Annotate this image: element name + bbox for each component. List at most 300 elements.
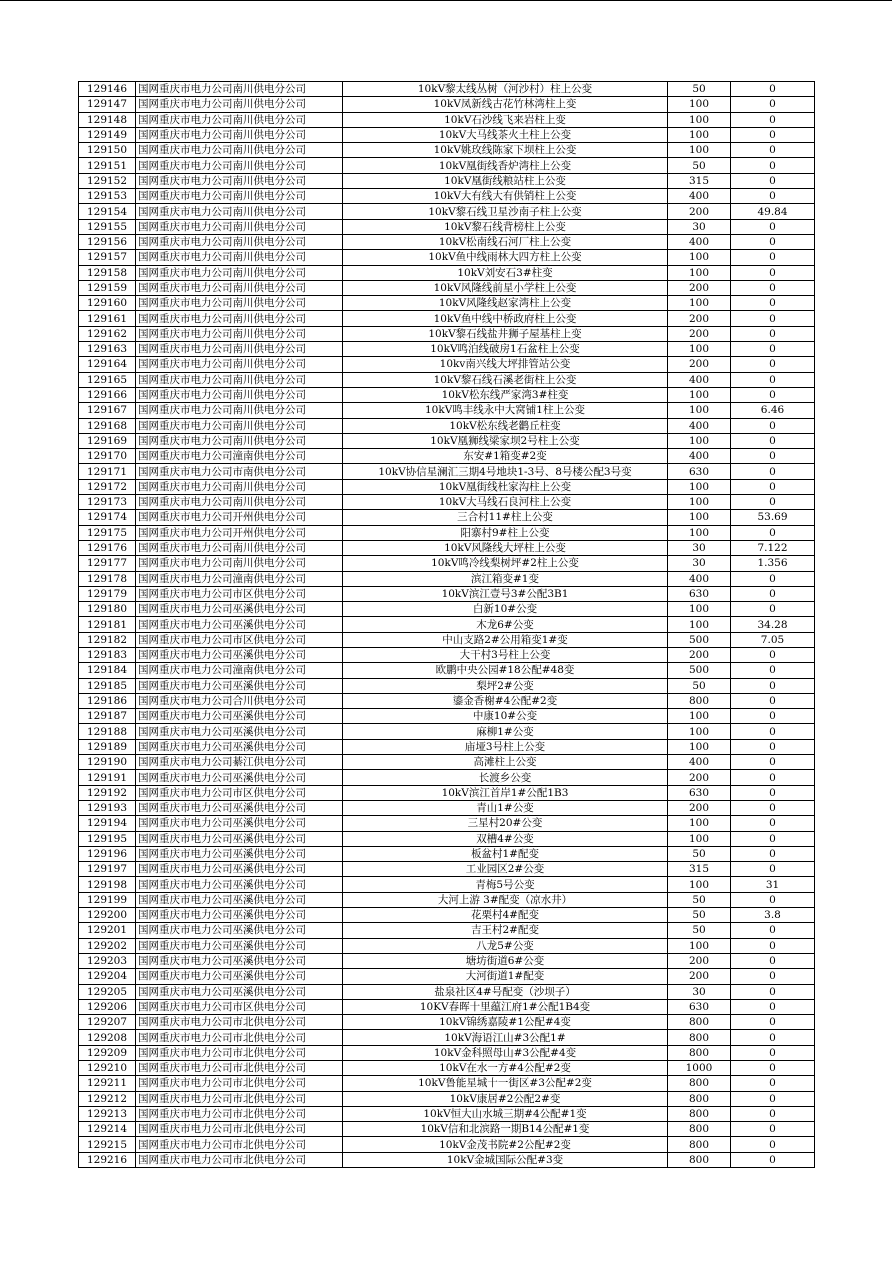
company-cell: 国网重庆市电力公司市北供电分公司: [136, 1091, 343, 1106]
table-row: [79, 556, 815, 571]
value-cell: 0: [731, 342, 815, 357]
transformer-name-cell: 10kV黎石线背榜柱上公变: [343, 219, 668, 234]
record-id-cell: 129169: [79, 433, 136, 448]
value-cell: 0: [731, 1091, 815, 1106]
record-id-cell: 129180: [79, 602, 136, 617]
value-cell: 0: [731, 892, 815, 907]
table-row: [79, 204, 815, 219]
transformer-name-cell: 10kV康居#2公配2#变: [343, 1091, 668, 1106]
value-cell: 0: [731, 984, 815, 999]
record-id-cell: 129204: [79, 969, 136, 984]
record-id-cell: 129191: [79, 770, 136, 785]
transformer-name-cell: 长渡乡公变: [343, 770, 668, 785]
capacity-cell: 30: [668, 540, 731, 555]
capacity-cell: 200: [668, 357, 731, 372]
company-cell: 国网重庆市电力公司市北供电分公司: [136, 1106, 343, 1121]
value-cell: 0: [731, 693, 815, 708]
value-cell: 0: [731, 678, 815, 693]
table-row: [79, 342, 815, 357]
company-cell: 国网重庆市电力公司巫溪供电分公司: [136, 617, 343, 632]
company-cell: 国网重庆市电力公司开州供电分公司: [136, 510, 343, 525]
company-cell: 国网重庆市电力公司巫溪供电分公司: [136, 908, 343, 923]
record-id-cell: 129147: [79, 97, 136, 112]
capacity-cell: 800: [668, 1137, 731, 1152]
capacity-cell: 100: [668, 510, 731, 525]
capacity-cell: 800: [668, 1152, 731, 1167]
record-id-cell: 129190: [79, 755, 136, 770]
value-cell: 0: [731, 158, 815, 173]
table-row: [79, 678, 815, 693]
table-row: [79, 1106, 815, 1121]
transformer-name-cell: 10kV凤新线古花竹林湾柱上变: [343, 97, 668, 112]
capacity-cell: 200: [668, 770, 731, 785]
record-id-cell: 129184: [79, 663, 136, 678]
capacity-cell: 100: [668, 816, 731, 831]
record-id-cell: 129188: [79, 724, 136, 739]
record-id-cell: 129186: [79, 693, 136, 708]
value-cell: 0: [731, 1045, 815, 1060]
transformer-name-cell: 10kV大有线大有供销柱上公变: [343, 189, 668, 204]
transformer-name-cell: 大河上游 3#配变（凉水井）: [343, 892, 668, 907]
record-id-cell: 129160: [79, 296, 136, 311]
value-cell: 0: [731, 663, 815, 678]
record-id-cell: 129182: [79, 632, 136, 647]
table-row: [79, 602, 815, 617]
value-cell: 0: [731, 1061, 815, 1076]
value-cell: 0: [731, 969, 815, 984]
company-cell: 国网重庆市电力公司南川供电分公司: [136, 82, 343, 97]
transformer-name-cell: 10kV锦绣嘉陵#1公配#4变: [343, 1015, 668, 1030]
transformer-name-cell: 三星村20#公变: [343, 816, 668, 831]
capacity-cell: 630: [668, 785, 731, 800]
company-cell: 国网重庆市电力公司巫溪供电分公司: [136, 709, 343, 724]
company-cell: 国网重庆市电力公司潼南供电分公司: [136, 571, 343, 586]
transformer-name-cell: 10kV凰街线香炉湾柱上公变: [343, 158, 668, 173]
company-cell: 国网重庆市电力公司南川供电分公司: [136, 219, 343, 234]
capacity-cell: 100: [668, 617, 731, 632]
company-cell: 国网重庆市电力公司市北供电分公司: [136, 1061, 343, 1076]
company-cell: 国网重庆市电力公司南川供电分公司: [136, 265, 343, 280]
capacity-cell: 100: [668, 709, 731, 724]
table-row: [79, 586, 815, 601]
company-cell: 国网重庆市电力公司巫溪供电分公司: [136, 831, 343, 846]
record-id-cell: 129150: [79, 143, 136, 158]
capacity-cell: 400: [668, 372, 731, 387]
value-cell: 0: [731, 755, 815, 770]
capacity-cell: 100: [668, 433, 731, 448]
company-cell: 国网重庆市电力公司巫溪供电分公司: [136, 953, 343, 968]
company-cell: 国网重庆市电力公司南川供电分公司: [136, 280, 343, 295]
company-cell: 国网重庆市电力公司南川供电分公司: [136, 342, 343, 357]
company-cell: 国网重庆市电力公司南川供电分公司: [136, 127, 343, 142]
table-row: [79, 540, 815, 555]
value-cell: 1.356: [731, 556, 815, 571]
company-cell: 国网重庆市电力公司巫溪供电分公司: [136, 846, 343, 861]
value-cell: 0: [731, 250, 815, 265]
table-row: [79, 234, 815, 249]
record-id-cell: 129152: [79, 173, 136, 188]
capacity-cell: 200: [668, 204, 731, 219]
transformer-name-cell: 10kV姚玫线陈家下坝柱上公变: [343, 143, 668, 158]
table-row: [79, 846, 815, 861]
transformer-name-cell: 塘坊街道6#公变: [343, 953, 668, 968]
capacity-cell: 1000: [668, 1061, 731, 1076]
transformer-name-cell: 10kV金城国际公配#3变: [343, 1152, 668, 1167]
capacity-cell: 50: [668, 846, 731, 861]
company-cell: 国网重庆市电力公司南川供电分公司: [136, 326, 343, 341]
value-cell: 0: [731, 265, 815, 280]
value-cell: 0: [731, 1122, 815, 1137]
value-cell: 0: [731, 143, 815, 158]
capacity-cell: 50: [668, 158, 731, 173]
transformer-name-cell: 10kV滨江首岸1#公配1B3: [343, 785, 668, 800]
transformer-name-cell: 10kV鱼中线中桥政府柱上公变: [343, 311, 668, 326]
record-id-cell: 129164: [79, 357, 136, 372]
value-cell: 0: [731, 1152, 815, 1167]
table-body: [79, 82, 815, 1168]
value-cell: 0: [731, 1030, 815, 1045]
transformer-name-cell: 10kv南兴线大坪排管站公变: [343, 357, 668, 372]
capacity-cell: 800: [668, 1106, 731, 1121]
transformer-name-cell: 青山1#公变: [343, 800, 668, 815]
company-cell: 国网重庆市电力公司巫溪供电分公司: [136, 877, 343, 892]
transformer-name-cell: 10kV鸣泊线破房1石盆柱上公变: [343, 342, 668, 357]
company-cell: 国网重庆市电力公司巫溪供电分公司: [136, 938, 343, 953]
capacity-cell: 100: [668, 112, 731, 127]
value-cell: 34.28: [731, 617, 815, 632]
table-row: [79, 877, 815, 892]
transformer-name-cell: 吉王村2#配变: [343, 923, 668, 938]
transformer-name-cell: 10kV金茂书院#2公配#2变: [343, 1137, 668, 1152]
table-row: [79, 938, 815, 953]
transformer-name-cell: 庙垭3号柱上公变: [343, 739, 668, 754]
value-cell: 7.05: [731, 632, 815, 647]
company-cell: 国网重庆市电力公司南川供电分公司: [136, 357, 343, 372]
record-id-cell: 129196: [79, 846, 136, 861]
record-id-cell: 129162: [79, 326, 136, 341]
table-row: [79, 418, 815, 433]
value-cell: 0: [731, 846, 815, 861]
table-row: [79, 984, 815, 999]
capacity-cell: 400: [668, 755, 731, 770]
table-row: [79, 816, 815, 831]
record-id-cell: 129173: [79, 495, 136, 510]
page-top-rule: [0, 0, 892, 1]
value-cell: 0: [731, 97, 815, 112]
value-cell: 0: [731, 862, 815, 877]
value-cell: 31: [731, 877, 815, 892]
record-id-cell: 129207: [79, 1015, 136, 1030]
table-row: [79, 433, 815, 448]
capacity-cell: 800: [668, 693, 731, 708]
company-cell: 国网重庆市电力公司巫溪供电分公司: [136, 800, 343, 815]
value-cell: 53.69: [731, 510, 815, 525]
value-cell: 0: [731, 296, 815, 311]
transformer-name-cell: 10kV恒大山水城三期#4公配#1变: [343, 1106, 668, 1121]
company-cell: 国网重庆市电力公司南川供电分公司: [136, 296, 343, 311]
company-cell: 国网重庆市电力公司南川供电分公司: [136, 556, 343, 571]
company-cell: 国网重庆市电力公司南川供电分公司: [136, 311, 343, 326]
record-id-cell: 129205: [79, 984, 136, 999]
table-row: [79, 403, 815, 418]
table-row: [79, 143, 815, 158]
company-cell: 国网重庆市电力公司市区供电分公司: [136, 586, 343, 601]
record-id-cell: 129151: [79, 158, 136, 173]
table-row: [79, 265, 815, 280]
value-cell: 0: [731, 372, 815, 387]
company-cell: 国网重庆市电力公司市区供电分公司: [136, 785, 343, 800]
record-id-cell: 129211: [79, 1076, 136, 1091]
transformer-name-cell: 三合村11#柱上公变: [343, 510, 668, 525]
table-row: [79, 1122, 815, 1137]
record-id-cell: 129198: [79, 877, 136, 892]
capacity-cell: 100: [668, 938, 731, 953]
capacity-cell: 100: [668, 143, 731, 158]
record-id-cell: 129203: [79, 953, 136, 968]
record-id-cell: 129202: [79, 938, 136, 953]
capacity-cell: 400: [668, 449, 731, 464]
transformer-name-cell: 10kV刘安石3#柱变: [343, 265, 668, 280]
table-row: [79, 862, 815, 877]
record-id-cell: 129181: [79, 617, 136, 632]
transformer-name-cell: 10kV鱼中线雨林大四方柱上公变: [343, 250, 668, 265]
transformer-name-cell: 10kV在水一方#4公配#2变: [343, 1061, 668, 1076]
capacity-cell: 800: [668, 1030, 731, 1045]
table-row: [79, 82, 815, 97]
capacity-cell: 400: [668, 418, 731, 433]
transformer-name-cell: 大干村3号柱上公变: [343, 647, 668, 662]
company-cell: 国网重庆市电力公司南川供电分公司: [136, 418, 343, 433]
value-cell: 6.46: [731, 403, 815, 418]
record-id-cell: 129156: [79, 234, 136, 249]
table-row: [79, 1091, 815, 1106]
record-id-cell: 129208: [79, 1030, 136, 1045]
transformer-table: [78, 81, 815, 1168]
record-id-cell: 129166: [79, 387, 136, 402]
table-row: [79, 326, 815, 341]
transformer-name-cell: 滨江箱变#1变: [343, 571, 668, 586]
transformer-name-cell: 10kV鸣丰线永中大窝铺1柱上公变: [343, 403, 668, 418]
value-cell: 0: [731, 449, 815, 464]
value-cell: 0: [731, 464, 815, 479]
record-id-cell: 129183: [79, 647, 136, 662]
capacity-cell: 100: [668, 296, 731, 311]
company-cell: 国网重庆市电力公司市北供电分公司: [136, 1076, 343, 1091]
value-cell: 0: [731, 112, 815, 127]
table-row: [79, 785, 815, 800]
value-cell: 0: [731, 387, 815, 402]
record-id-cell: 129206: [79, 999, 136, 1014]
table-row: [79, 1137, 815, 1152]
value-cell: 0: [731, 495, 815, 510]
capacity-cell: 50: [668, 678, 731, 693]
capacity-cell: 100: [668, 739, 731, 754]
company-cell: 国网重庆市电力公司开州供电分公司: [136, 525, 343, 540]
capacity-cell: 400: [668, 234, 731, 249]
table-row: [79, 158, 815, 173]
company-cell: 国网重庆市电力公司市区供电分公司: [136, 999, 343, 1014]
record-id-cell: 129212: [79, 1091, 136, 1106]
value-cell: 0: [731, 479, 815, 494]
table-row: [79, 1152, 815, 1167]
transformer-name-cell: 欧鹏中央公园#18公配#48变: [343, 663, 668, 678]
record-id-cell: 129163: [79, 342, 136, 357]
value-cell: 0: [731, 311, 815, 326]
value-cell: 0: [731, 785, 815, 800]
transformer-name-cell: 10kV凰街线粮站柱上公变: [343, 173, 668, 188]
transformer-name-cell: 10kV风隆线前星小学柱上公变: [343, 280, 668, 295]
table-row: [79, 1015, 815, 1030]
value-cell: 0: [731, 1076, 815, 1091]
company-cell: 国网重庆市电力公司巫溪供电分公司: [136, 647, 343, 662]
transformer-name-cell: 10kV鸣冷线梨树坪#2柱上公变: [343, 556, 668, 571]
value-cell: 0: [731, 999, 815, 1014]
capacity-cell: 50: [668, 82, 731, 97]
company-cell: 国网重庆市电力公司南川供电分公司: [136, 495, 343, 510]
value-cell: 0: [731, 586, 815, 601]
transformer-name-cell: 10kV协信星澜汇三期4号地块1-3号、8号楼公配3号变: [343, 464, 668, 479]
company-cell: 国网重庆市电力公司市北供电分公司: [136, 1015, 343, 1030]
transformer-name-cell: 10kV金科照母山#3公配#4变: [343, 1045, 668, 1060]
record-id-cell: 129197: [79, 862, 136, 877]
record-id-cell: 129155: [79, 219, 136, 234]
table-row: [79, 663, 815, 678]
table-row: [79, 709, 815, 724]
record-id-cell: 129192: [79, 785, 136, 800]
capacity-cell: 200: [668, 647, 731, 662]
capacity-cell: 800: [668, 1045, 731, 1060]
company-cell: 国网重庆市电力公司南川供电分公司: [136, 387, 343, 402]
table-row: [79, 892, 815, 907]
table-row: [79, 1045, 815, 1060]
table-row: [79, 647, 815, 662]
value-cell: 0: [731, 709, 815, 724]
capacity-cell: 800: [668, 1091, 731, 1106]
capacity-cell: 200: [668, 280, 731, 295]
value-cell: 0: [731, 800, 815, 815]
value-cell: 0: [731, 571, 815, 586]
transformer-name-cell: 10kV海语江山#3公配1#: [343, 1030, 668, 1045]
value-cell: 0: [731, 1137, 815, 1152]
record-id-cell: 129161: [79, 311, 136, 326]
company-cell: 国网重庆市电力公司綦江供电分公司: [136, 755, 343, 770]
record-id-cell: 129195: [79, 831, 136, 846]
transformer-name-cell: 10kV风隆线大坪柱上公变: [343, 540, 668, 555]
capacity-cell: 100: [668, 495, 731, 510]
table-row: [79, 357, 815, 372]
company-cell: 国网重庆市电力公司市北供电分公司: [136, 1122, 343, 1137]
table-row: [79, 219, 815, 234]
transformer-name-cell: 10kV黎太线丛树（河沙村）柱上公变: [343, 82, 668, 97]
company-cell: 国网重庆市电力公司南川供电分公司: [136, 433, 343, 448]
capacity-cell: 100: [668, 250, 731, 265]
value-cell: 0: [731, 923, 815, 938]
value-cell: 0: [731, 127, 815, 142]
capacity-cell: 100: [668, 387, 731, 402]
table-row: [79, 495, 815, 510]
table-row: [79, 571, 815, 586]
company-cell: 国网重庆市电力公司市北供电分公司: [136, 1030, 343, 1045]
table-row: [79, 449, 815, 464]
transformer-name-cell: 盐泉社区4#号配变（沙坝子）: [343, 984, 668, 999]
company-cell: 国网重庆市电力公司南川供电分公司: [136, 540, 343, 555]
capacity-cell: 100: [668, 479, 731, 494]
transformer-name-cell: 10kV松南线石河厂柱上公变: [343, 234, 668, 249]
value-cell: 0: [731, 173, 815, 188]
transformer-name-cell: 东安#1箱变#2变: [343, 449, 668, 464]
transformer-name-cell: 白新10#公变: [343, 602, 668, 617]
table-row: [79, 739, 815, 754]
table-row: [79, 296, 815, 311]
value-cell: 0: [731, 770, 815, 785]
capacity-cell: 100: [668, 525, 731, 540]
table-row: [79, 969, 815, 984]
record-id-cell: 129213: [79, 1106, 136, 1121]
value-cell: 7.122: [731, 540, 815, 555]
value-cell: 0: [731, 724, 815, 739]
record-id-cell: 129148: [79, 112, 136, 127]
company-cell: 国网重庆市电力公司巫溪供电分公司: [136, 892, 343, 907]
company-cell: 国网重庆市电力公司南川供电分公司: [136, 479, 343, 494]
record-id-cell: 129200: [79, 908, 136, 923]
record-id-cell: 129214: [79, 1122, 136, 1137]
company-cell: 国网重庆市电力公司巫溪供电分公司: [136, 739, 343, 754]
capacity-cell: 800: [668, 1122, 731, 1137]
record-id-cell: 129201: [79, 923, 136, 938]
transformer-name-cell: 10kV黎石线卫星沙南子柱上公变: [343, 204, 668, 219]
table-row: [79, 1061, 815, 1076]
company-cell: 国网重庆市电力公司市区供电分公司: [136, 632, 343, 647]
record-id-cell: 129146: [79, 82, 136, 97]
transformer-name-cell: 10kV滨江壹号3#公配3B1: [343, 586, 668, 601]
transformer-name-cell: 10kV石沙线飞来岩柱上变: [343, 112, 668, 127]
company-cell: 国网重庆市电力公司市北供电分公司: [136, 1045, 343, 1060]
transformer-name-cell: 10kV信和北滨路一期B14公配#1变: [343, 1122, 668, 1137]
table-row: [79, 464, 815, 479]
company-cell: 国网重庆市电力公司合川供电分公司: [136, 693, 343, 708]
table-row: [79, 112, 815, 127]
record-id-cell: 129199: [79, 892, 136, 907]
capacity-cell: 30: [668, 219, 731, 234]
record-id-cell: 129194: [79, 816, 136, 831]
table-row: [79, 1076, 815, 1091]
company-cell: 国网重庆市电力公司市北供电分公司: [136, 1152, 343, 1167]
record-id-cell: 129175: [79, 525, 136, 540]
capacity-cell: 630: [668, 586, 731, 601]
company-cell: 国网重庆市电力公司南川供电分公司: [136, 250, 343, 265]
table-row: [79, 250, 815, 265]
capacity-cell: 400: [668, 571, 731, 586]
record-id-cell: 129187: [79, 709, 136, 724]
company-cell: 国网重庆市电力公司巫溪供电分公司: [136, 816, 343, 831]
value-cell: 0: [731, 234, 815, 249]
table-row: [79, 280, 815, 295]
value-cell: 0: [731, 433, 815, 448]
transformer-name-cell: 木龙6#公变: [343, 617, 668, 632]
capacity-cell: 30: [668, 984, 731, 999]
transformer-name-cell: 花栗村4#配变: [343, 908, 668, 923]
table-row: [79, 724, 815, 739]
transformer-name-cell: 10kV大马线石良河柱上公变: [343, 495, 668, 510]
capacity-cell: 100: [668, 97, 731, 112]
table-row: [79, 127, 815, 142]
table-row: [79, 189, 815, 204]
capacity-cell: 500: [668, 632, 731, 647]
value-cell: 0: [731, 831, 815, 846]
capacity-cell: 200: [668, 953, 731, 968]
capacity-cell: 200: [668, 800, 731, 815]
company-cell: 国网重庆市电力公司潼南供电分公司: [136, 449, 343, 464]
